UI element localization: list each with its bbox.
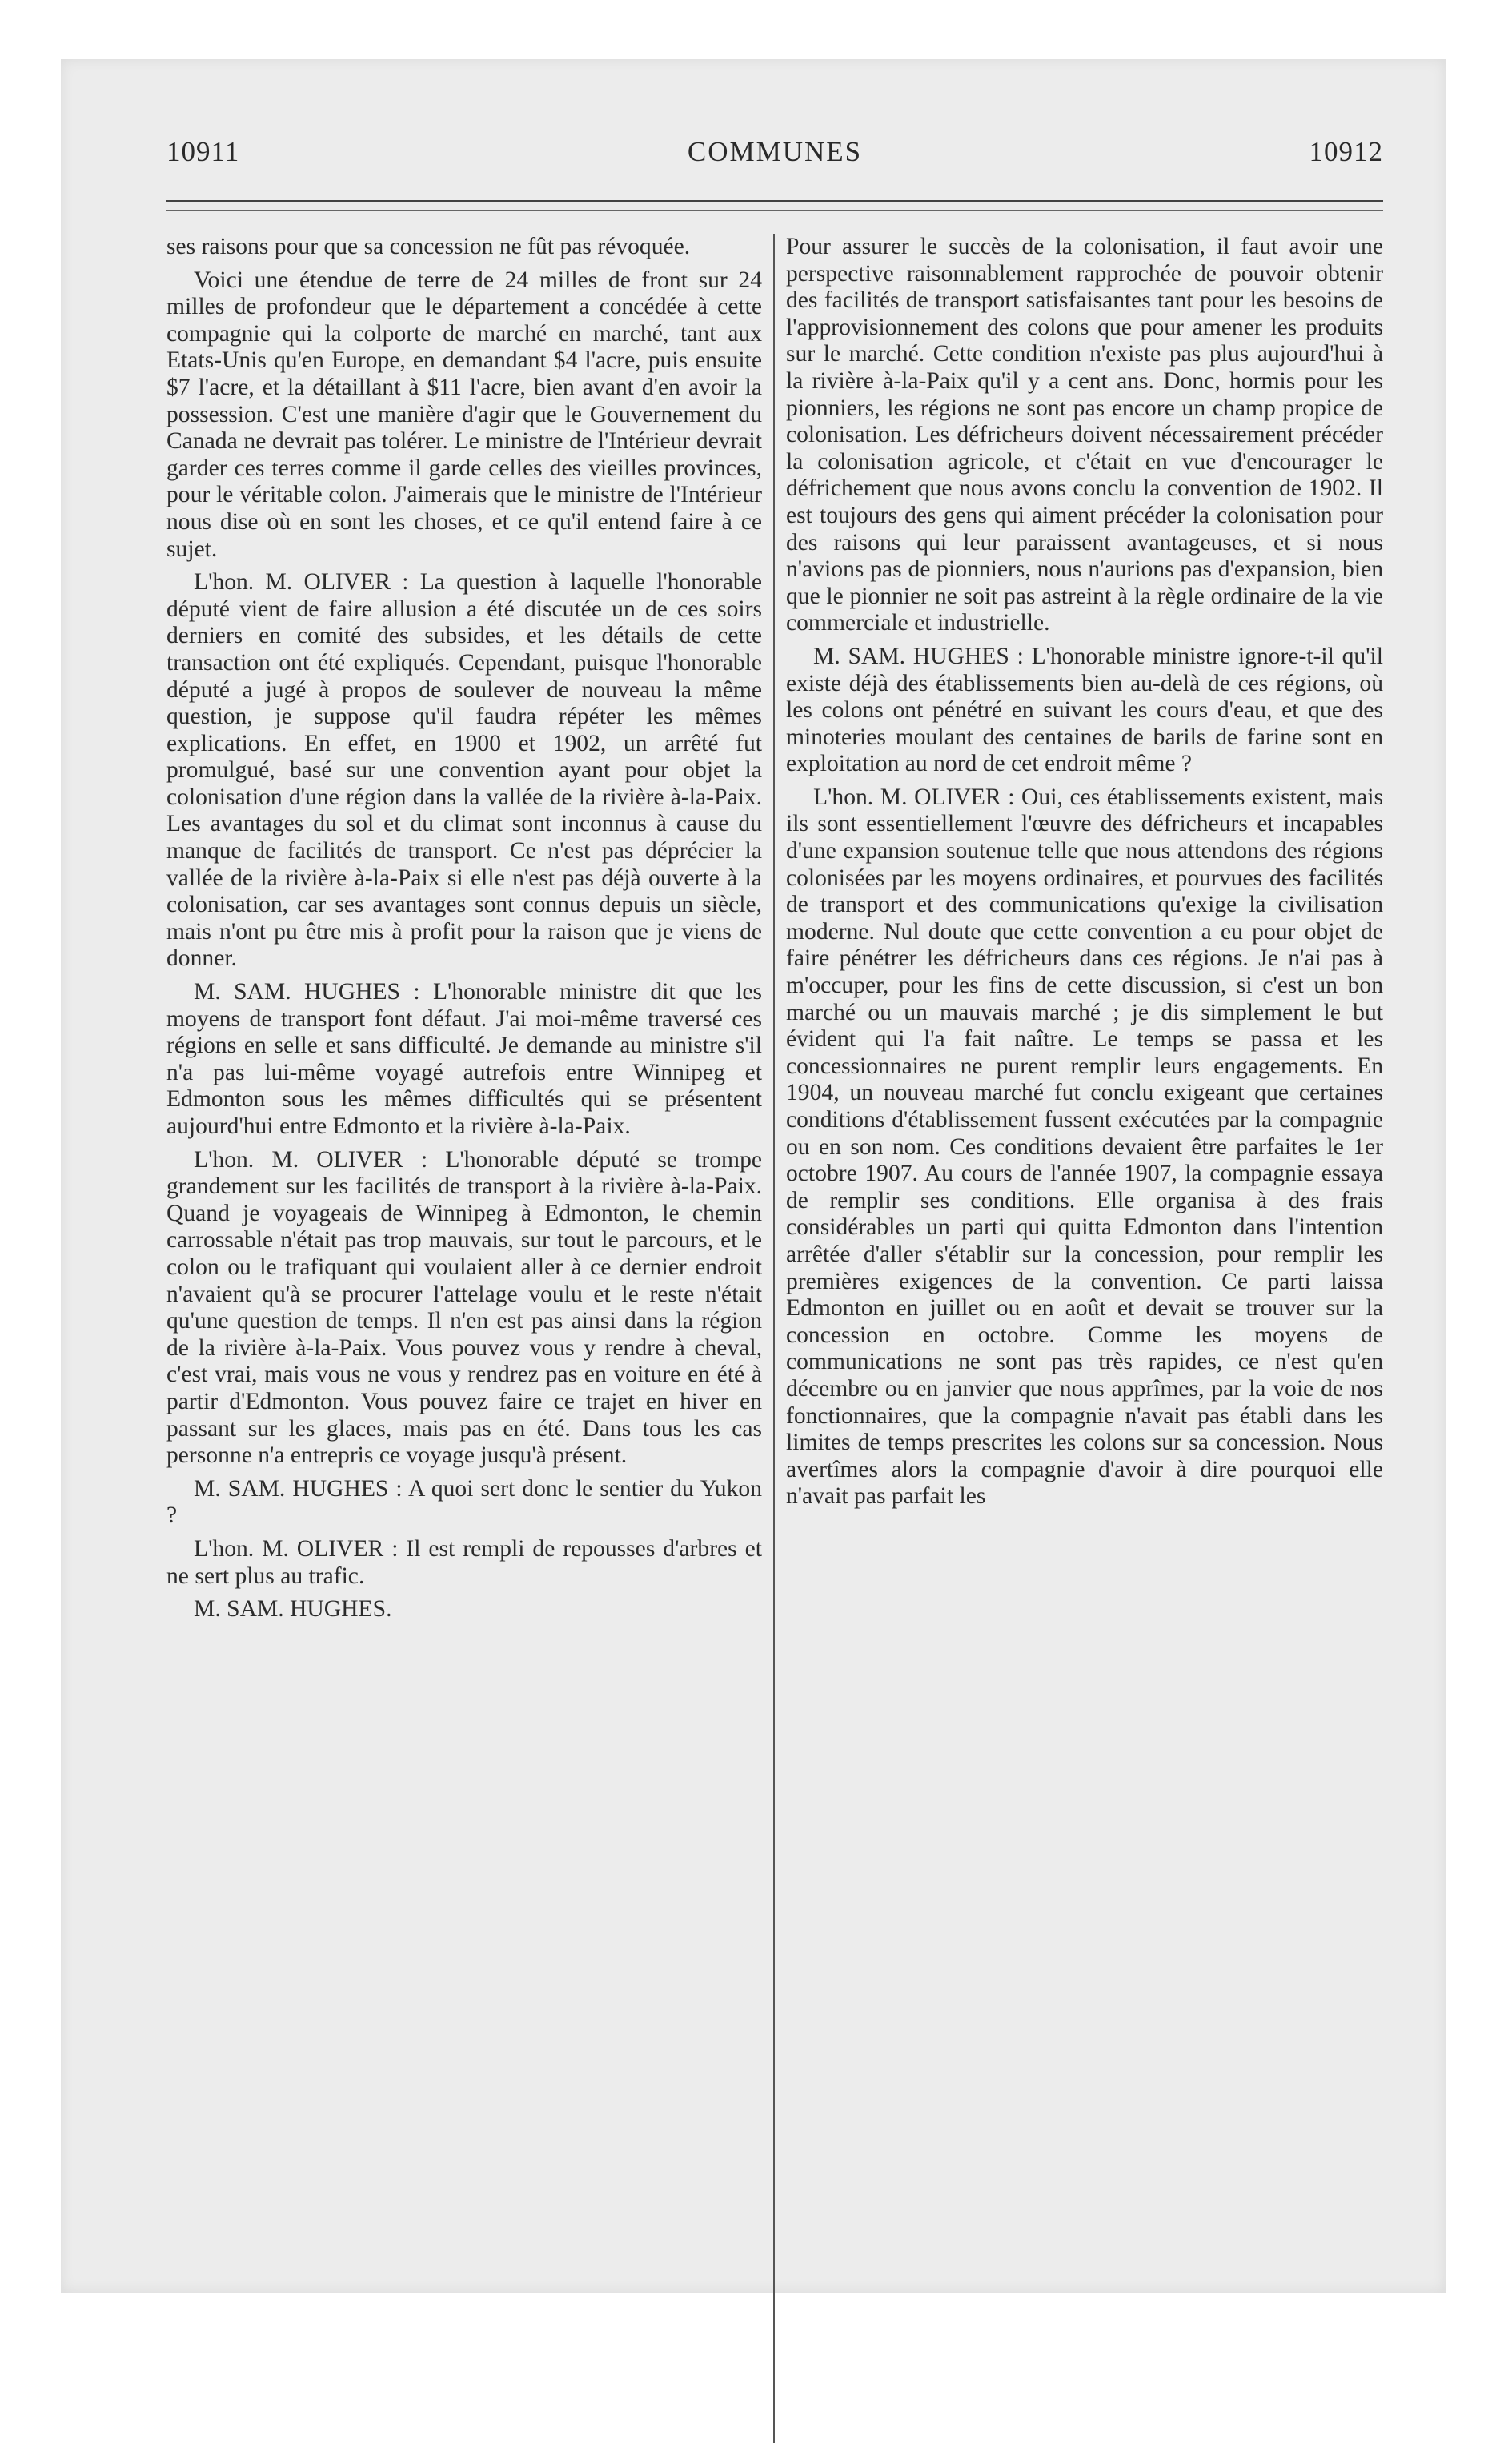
page-header <box>166 136 1383 176</box>
speaker-line: M. SAM. HUGHES. <box>194 1596 392 1623</box>
paragraph: L'hon. M. OLIVER : Il est rempli de repousses d'arbres et ne sert plus au trafic. <box>166 1535 762 1589</box>
column-divider <box>773 234 775 2443</box>
paragraph: Voici une étendue de terre de 24 milles de front sur 24 milles de profondeur que le département a concédée à cette compagnie qui la colporte de marché en marché, tant aux Etats-Unis qu'en Europe, en demandant $4 l'acre, puis ensuite $7 l'acre, et la détaillant à $11 l'acre, bien avant d'en avoir la possession. C'est une manière d'agir que le Gouvernement du Canada ne devrait pas tolérer. Le ministre de l'Intérieur devrait garder ces terres comme il garde celles des vieilles provinces, pour le véritable colon. J'aimerais que le ministre de l'Intérieur nous dise où en sont les choses, et ce qu'il entend faire à ce sujet. <box>166 267 762 562</box>
page-number-right: 10912 <box>1309 136 1383 167</box>
header-rule-secondary <box>166 210 1383 211</box>
page-number-left: 10911 <box>166 136 240 167</box>
paragraph: M. SAM. HUGHES : L'honorable ministre dit que les moyens de transport font défaut. J'ai moi-même traversé ces régions en selle et sans difficulté. Je demande au ministre s'il n'a pas lui-même voyagé autrefois entre Winnipeg et Edmonton sous les mêmes difficultés qui se présentent aujourd'hui entre Edmonto et la rivière à-la-Paix. <box>166 979 762 1139</box>
header-rule <box>166 200 1383 202</box>
left-column <box>166 234 762 1630</box>
paragraph: L'hon. M. OLIVER : L'honorable député se trompe grandement sur les facilités de transport à la rivière à-la-Paix. Quand je voyageais de Winnipeg à Edmonton, le chemin carrossable n'était pas trop mauvais, sur tout le parcours, et le colon ou le trafiquant qui voulaient aller à ce dernier endroit n'avaient qu'à se procurer l'attelage voulu et le reste n'était qu'une question de temps. Il n'en est pas ainsi dans la région de la rivière à-la-Paix. Vous pouvez vous y rendre à cheval, c'est vrai, mais vous ne vous y rendrez pas en voiture en été à partir d'Edmonton. Vous pouvez faire ce trajet en hiver en passant sur les glaces, mais pas en été. Dans tous les cas personne n'a entrepris ce voyage jusqu'à présent. <box>166 1146 762 1469</box>
page-title: COMMUNES <box>687 136 863 167</box>
paragraph: Pour assurer le succès de la colonisation, il faut avoir une perspective raisonnablement rapprochée de pouvoir obtenir des facilités de transport satisfaisantes tant pour les besoins de l'approvisionnement des colons que pour amener les produits sur le marché. Cette condition n'existe pas plus aujourd'hui à la rivière à-la-Paix qu'il y a cent ans. Donc, hormis pour les pionniers, les régions ne sont pas encore un champ propice de colonisation. Les défricheurs doivent nécessairement précéder la colonisation agricole, et c'était en vue d'encourager le défrichement que nous avons conclu la convention de 1902. Il est toujours des gens qui aiment précéder la colonisation pour des raisons qui leur paraissent avantageuses, et si nous n'avions pas de pionniers, nous n'aurions pas d'expansion, bien que le pionnier ne soit pas astreint à la règle ordinaire de la vie commerciale et industrielle. <box>786 234 1383 636</box>
right-column <box>786 234 1383 1517</box>
paragraph: M. SAM. HUGHES : L'honorable ministre ignore-t-il qu'il existe déjà des établissements bien au-delà de ces régions, où les colons ont pénétré en suivant les cours d'eau, et que des minoteries moulant des centaines de barils de farine sont en exploitation au nord de cet endroit même ? <box>786 643 1383 777</box>
paragraph: ses raisons pour que sa concession ne fût pas révoquée. <box>166 234 691 259</box>
paragraph: L'hon. M. OLIVER : La question à laquelle l'honorable député vient de faire allusion a été discutée un de ces soirs derniers en comité des subsides, et les détails de cette transaction ont été expliqués. Cependant, puisque l'honorable député a jugé à propos de soulever de nouveau la même question, je suppose qu'il faudra répéter les mêmes explications. En effet, en 1900 et 1902, un arrêté fut promulgué, basé sur une convention ayant pour objet la colonisation d'une région dans la vallée de la rivière à-la-Paix. Les avantages du sol et du climat sont inconnus à cause du manque de facilités de transport. Ce n'est pas déprécier la vallée de la rivière à-la-Paix si elle n'est pas déjà ouverte à la colonisation, car ses avantages sont connus depuis un siècle, mais n'ont pu être mis à profit pour la raison que je viens de donner. <box>166 569 762 972</box>
paragraph: M. SAM. HUGHES : A quoi sert donc le sentier du Yukon ? <box>166 1475 762 1529</box>
paragraph: L'hon. M. OLIVER : Oui, ces établissements existent, mais ils sont essentiellement l'œuvre des défricheurs et incapables d'une expansion soutenue telle que nous attendons des régions colonisées par les moyens ordinaires, et pourvues des facilités de transport et des communications qu'exige la civilisation moderne. Nul doute que cette convention a eu pour objet de faire pénétrer les défricheurs dans ces régions. Je n'ai pas à m'occuper, pour les fins de cette discussion, si c'est un bon marché ou un mauvais marché ; je dis simplement le but évident qui l'a fait naître. Le temps se passa et les concessionnaires ne purent remplir leurs engagements. En 1904, un nouveau marché fut conclu exigeant que certaines conditions d'établissement fussent exécutées par la compagnie ou en son nom. Ces conditions devaient être parfaites le 1er octobre 1907. Au cours de l'année 1907, la compagnie essaya de remplir ses conditions. Elle organisa à des frais considérables un parti qui quitta Edmonton dans l'intention arrêtée d'aller s'établir sur la concession, pour remplir les premières exigences de la convention. Ce parti laissa Edmonton en juillet ou en août et devait se trouver sur la concession en octobre. Comme les moyens de communications ne sont pas très rapides, ce n'est qu'en décembre ou en janvier que nous apprîmes, par la voie de nos fonctionnaires, que la compagnie n'avait pas établi dans les limites de temps prescrites les colons sur sa concession. Nous avertîmes alors la compagnie d'avoir à dire pourquoi elle n'avait pas parfait les <box>786 784 1383 1510</box>
